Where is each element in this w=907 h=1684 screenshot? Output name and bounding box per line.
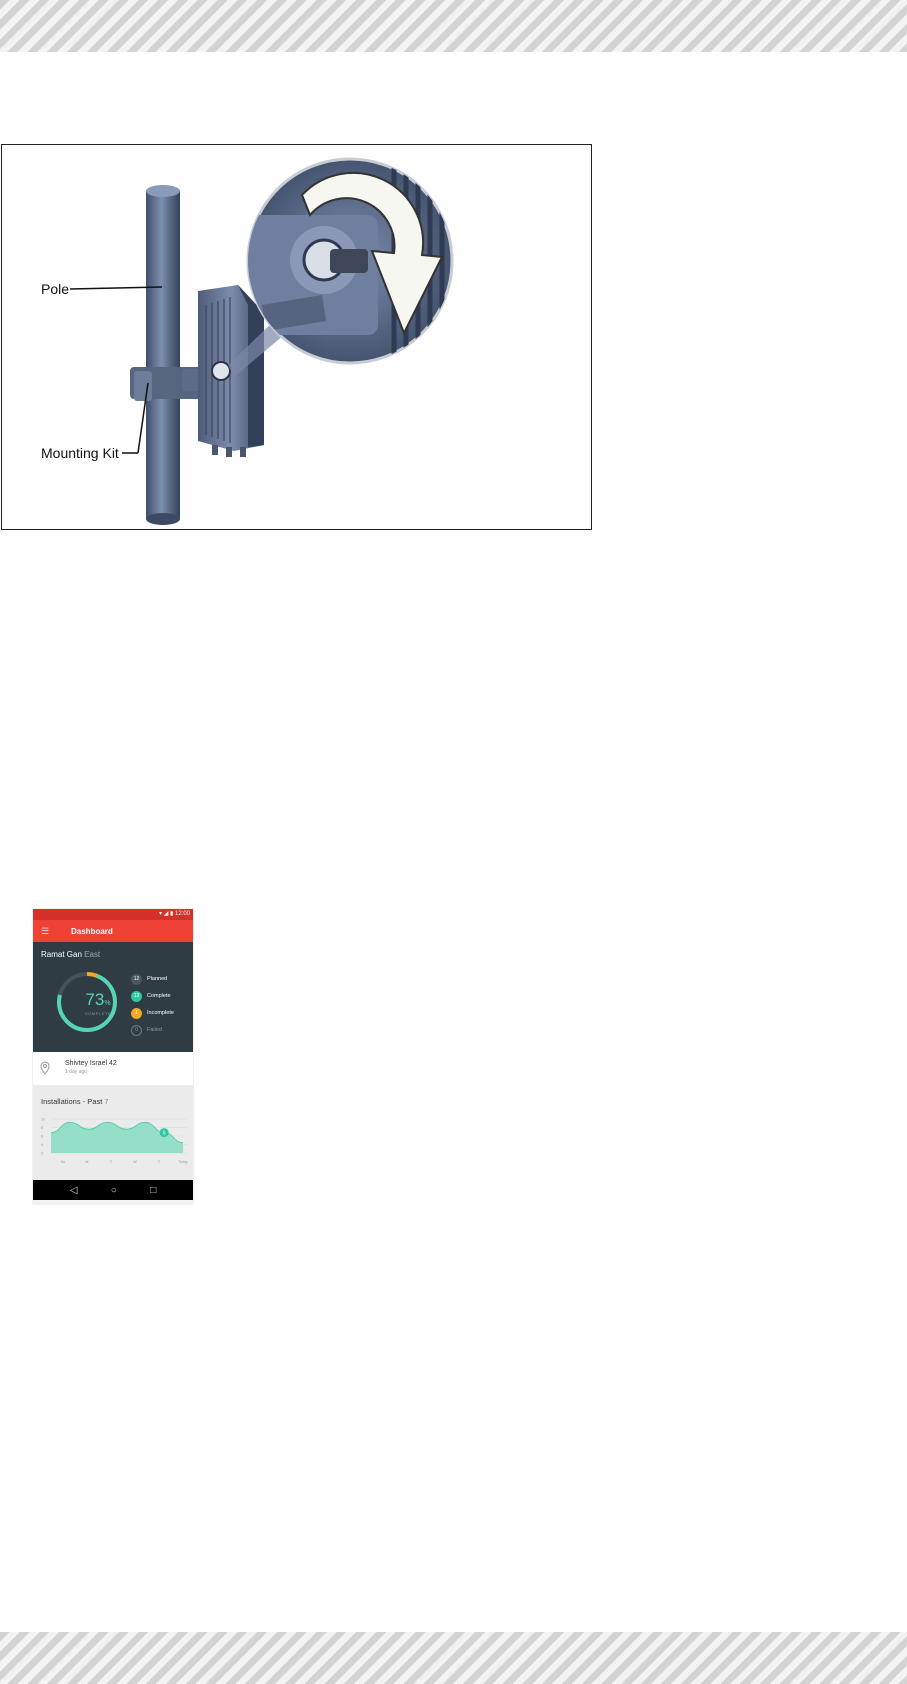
header-stripe-band [0, 0, 907, 52]
chart-y-tick: 10 [41, 1117, 45, 1122]
chart-highlight-label: 6 [162, 1130, 166, 1137]
chart-x-tick: M [85, 1160, 89, 1164]
chart-x-tick: W [133, 1160, 137, 1164]
stat-label: Complete [147, 993, 171, 999]
stat-complete[interactable] [131, 990, 171, 1002]
address-list-item[interactable] [33, 1052, 193, 1085]
chart-x-tick: T [157, 1160, 161, 1164]
stat-label: Incomplete [147, 1010, 174, 1016]
summary-panel [33, 942, 193, 1052]
stat-label: Planned [147, 976, 168, 982]
mounting-kit-callout: Mounting Kit [41, 445, 119, 461]
installations-chart-card [33, 1085, 193, 1180]
android-nav-bar [33, 1180, 193, 1200]
pole-callout: Pole [41, 281, 70, 297]
progress-label: COMPLETE [84, 1011, 111, 1016]
progress-percent: 73% [85, 990, 111, 1009]
recents-icon[interactable]: □ [150, 1184, 157, 1196]
stat-count: 12 [131, 974, 142, 985]
chart-x-tick: Su [60, 1160, 66, 1164]
magnified-detail-shape [248, 155, 452, 365]
chart-x-tick: T [109, 1160, 113, 1164]
chart-y-tick: 8 [41, 1126, 43, 1130]
chart-x-tick: Today [178, 1160, 188, 1164]
stat-incomplete[interactable] [131, 1007, 174, 1019]
status-bar [33, 909, 193, 920]
stat-count: 13 [131, 991, 142, 1002]
region-title [41, 950, 100, 959]
stat-label: Failed [147, 1027, 162, 1033]
chart-y-tick: 2 [41, 1151, 43, 1156]
chart-y-tick: 6 [41, 1134, 43, 1139]
address-name: Shivtey Israel 42 [65, 1060, 117, 1067]
home-icon[interactable]: ○ [110, 1184, 117, 1196]
stat-planned[interactable] [131, 973, 167, 985]
stat-count: 0 [131, 1025, 142, 1036]
app-bar [33, 920, 193, 942]
back-icon[interactable]: ◁ [69, 1184, 78, 1196]
app-title: Dashboard [71, 926, 113, 936]
region-name: Ramat Gan [41, 950, 82, 959]
menu-icon[interactable]: ☰ [41, 925, 50, 936]
footer-stripe-band [0, 1632, 907, 1684]
chart-y-tick: 4 [41, 1143, 43, 1147]
stat-count: 1 [131, 1008, 142, 1019]
phone-screenshot [33, 909, 193, 1204]
status-icons: ▾ ◢ ▮ [159, 911, 175, 917]
region-suffix: East [84, 950, 101, 959]
status-time: 12:00 [174, 911, 190, 917]
mounting-figure [1, 144, 592, 530]
mounting-illustration [2, 145, 591, 529]
location-pin-icon [40, 1061, 50, 1075]
chart-area [51, 1122, 183, 1153]
installations-area-chart [33, 1113, 193, 1177]
chart-title: Installations - Past 7 [41, 1097, 109, 1106]
stat-failed[interactable] [131, 1024, 162, 1036]
pole-shape [146, 185, 180, 525]
address-time: 1 day ago [65, 1069, 87, 1075]
